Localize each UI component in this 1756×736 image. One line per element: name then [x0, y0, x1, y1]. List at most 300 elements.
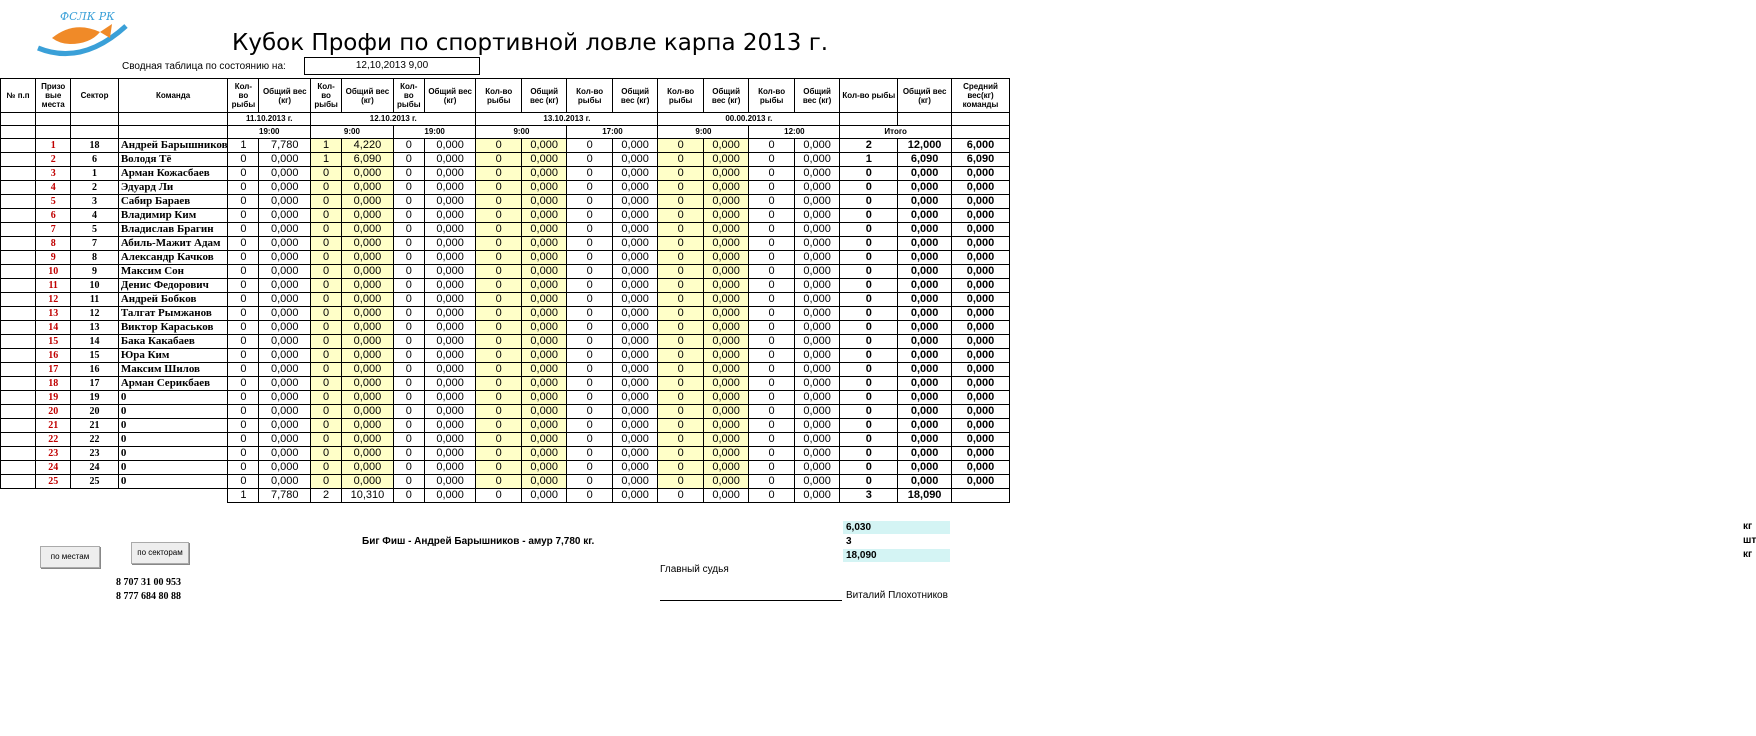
cell-weight: 0,000	[521, 251, 566, 265]
cell-weight: 0,000	[521, 279, 566, 293]
cell-weight: 0,000	[259, 363, 311, 377]
signature-line	[660, 600, 842, 601]
cell-total-count: 0	[840, 405, 898, 419]
cell-team: Денис Федорович	[118, 279, 228, 293]
cell-count: 0	[393, 475, 424, 489]
cell-total-count: 1	[840, 153, 898, 167]
table-row	[1, 405, 1010, 419]
cell-count: 0	[228, 181, 259, 195]
cell-weight: 0,000	[424, 335, 476, 349]
cell-sector: 10	[71, 279, 119, 293]
cell-total-weight: 0,000	[898, 321, 952, 335]
sort-by-places-button[interactable]: по местам	[40, 546, 100, 568]
cell-weight: 0,000	[521, 237, 566, 251]
cell-count: 0	[567, 377, 612, 391]
col-weight: Общий вес (кг)	[612, 79, 657, 113]
cell-weight: 0,000	[612, 475, 657, 489]
time-6: 9:00	[658, 126, 749, 139]
cell-count: 0	[658, 223, 703, 237]
cell-weight: 0,000	[259, 475, 311, 489]
day-1: 11.10.2013 г.	[228, 113, 311, 126]
cell-weight: 0,000	[424, 167, 476, 181]
cell-sector: 13	[71, 321, 119, 335]
cell-team: Бака Какабаев	[118, 335, 228, 349]
cell-avg: 0,000	[951, 363, 1009, 377]
cell-team: Юра Ким	[118, 349, 228, 363]
cell-total-count: 2	[840, 139, 898, 153]
cell-weight: 0,000	[342, 475, 394, 489]
cell-weight: 0,000	[342, 181, 394, 195]
cell-weight: 0,000	[612, 181, 657, 195]
cell-team: Андрей Барышников	[118, 139, 228, 153]
cell-weight: 0,000	[342, 349, 394, 363]
day-3: 13.10.2013 г.	[476, 113, 658, 126]
cell-count: 1	[228, 139, 259, 153]
cell-weight: 0,000	[794, 307, 839, 321]
cell-count: 0	[658, 153, 703, 167]
cell-count: 0	[311, 349, 342, 363]
cell-count: 0	[228, 153, 259, 167]
cell-count: 0	[393, 391, 424, 405]
cell-weight: 0,000	[424, 433, 476, 447]
cell-count: 0	[658, 461, 703, 475]
cell-weight: 0,000	[612, 419, 657, 433]
cell-sector: 15	[71, 349, 119, 363]
cell-total-count: 0	[840, 433, 898, 447]
cell-total-count: 0	[840, 307, 898, 321]
times-row	[1, 126, 1010, 139]
cell-team: 0	[118, 447, 228, 461]
summary-count	[843, 535, 1756, 548]
col-total-count: Кол-во рыбы	[840, 79, 898, 113]
cell-weight: 0,000	[794, 363, 839, 377]
cell-count: 0	[658, 321, 703, 335]
cell-count: 0	[393, 181, 424, 195]
cell-count: 0	[567, 447, 612, 461]
table-row	[1, 349, 1010, 363]
cell-count: 0	[749, 377, 794, 391]
cell-team: Арман Кожасбаев	[118, 167, 228, 181]
cell-count: 0	[393, 377, 424, 391]
cell-weight: 0,000	[424, 475, 476, 489]
cell-avg: 0,000	[951, 391, 1009, 405]
cell-count: 0	[311, 475, 342, 489]
cell-num	[1, 223, 36, 237]
cell-weight: 0,000	[342, 433, 394, 447]
time-4: 9:00	[476, 126, 567, 139]
cell-avg: 0,000	[951, 279, 1009, 293]
col-prize: Призо вые места	[36, 79, 71, 113]
total-label: Итого	[840, 126, 952, 139]
cell-weight: 0,000	[342, 195, 394, 209]
cell-num	[1, 405, 36, 419]
cell-count: 0	[311, 447, 342, 461]
cell-count: 0	[476, 251, 521, 265]
cell-weight: 0,000	[424, 223, 476, 237]
cell-total-count: 0	[840, 279, 898, 293]
cell-weight: 0,000	[612, 391, 657, 405]
cell-weight: 0,000	[259, 335, 311, 349]
cell-weight: 0,000	[794, 167, 839, 181]
cell-weight: 0,000	[521, 209, 566, 223]
cell-total-weight: 0,000	[898, 307, 952, 321]
cell-team: 0	[118, 433, 228, 447]
cell-weight: 0,000	[521, 419, 566, 433]
cell-num	[1, 181, 36, 195]
col-weight: Общий вес (кг)	[794, 79, 839, 113]
cell-count: 0	[749, 209, 794, 223]
cell-weight: 0,000	[342, 321, 394, 335]
cell-team: 0	[118, 461, 228, 475]
cell-weight: 0,000	[703, 265, 748, 279]
cell-team: Виктор Караськов	[118, 321, 228, 335]
cell-weight: 0,000	[259, 223, 311, 237]
cell-total-weight: 0,000	[898, 349, 952, 363]
cell-avg: 0,000	[951, 335, 1009, 349]
cell-count: 0	[749, 349, 794, 363]
cell-count: 0	[228, 237, 259, 251]
cell-count: 0	[393, 349, 424, 363]
cell-total-weight: 0,000	[898, 251, 952, 265]
cell-count: 0	[311, 433, 342, 447]
cell-weight: 0,000	[703, 461, 748, 475]
col-avg: Средний вес(кг) команды	[951, 79, 1009, 113]
cell-weight: 0,000	[521, 223, 566, 237]
cell-total-weight: 0,000	[898, 209, 952, 223]
cell-weight: 0,000	[424, 377, 476, 391]
cell-weight: 0,000	[424, 349, 476, 363]
cell-weight: 0,000	[342, 363, 394, 377]
cell-count: 0	[311, 363, 342, 377]
grand-total-weight: 18,090	[898, 489, 952, 503]
cell-num	[1, 433, 36, 447]
cell-num	[1, 377, 36, 391]
cell-total-count: 0	[840, 167, 898, 181]
cell-avg: 0,000	[951, 251, 1009, 265]
cell-num	[1, 195, 36, 209]
cell-count: 0	[567, 209, 612, 223]
cell-count: 0	[311, 321, 342, 335]
cell-total-count: 0	[840, 419, 898, 433]
cell-count: 0	[476, 293, 521, 307]
cell-team: Андрей Бобков	[118, 293, 228, 307]
cell-count: 0	[567, 475, 612, 489]
cell-count: 0	[228, 475, 259, 489]
cell-count: 0	[311, 461, 342, 475]
cell-count: 0	[311, 223, 342, 237]
cell-weight: 0,000	[794, 237, 839, 251]
cell-team: Максим Шилов	[118, 363, 228, 377]
cell-place: 16	[36, 349, 71, 363]
cell-count: 0	[228, 391, 259, 405]
cell-count: 0	[567, 223, 612, 237]
cell-count: 1	[311, 153, 342, 167]
cell-weight: 0,000	[612, 349, 657, 363]
cell-weight: 0,000	[794, 153, 839, 167]
cell-count: 0	[393, 335, 424, 349]
cell-weight: 0,000	[794, 293, 839, 307]
col-weight: Общий вес (кг)	[703, 79, 748, 113]
cell-sector: 20	[71, 405, 119, 419]
cell-weight: 0,000	[703, 279, 748, 293]
table-row	[1, 419, 1010, 433]
cell-weight: 0,000	[259, 181, 311, 195]
cell-count: 0	[393, 363, 424, 377]
cell-count: 0	[228, 335, 259, 349]
cell-weight: 0,000	[521, 265, 566, 279]
cell-count: 0	[749, 279, 794, 293]
cell-weight: 0,000	[342, 265, 394, 279]
total-weight: 0,000	[794, 489, 839, 503]
cell-weight: 0,000	[424, 293, 476, 307]
cell-count: 0	[476, 447, 521, 461]
cell-avg: 0,000	[951, 181, 1009, 195]
cell-weight: 0,000	[794, 251, 839, 265]
cell-num	[1, 419, 36, 433]
cell-count: 0	[393, 237, 424, 251]
cell-count: 0	[658, 349, 703, 363]
results-table	[0, 78, 1010, 503]
cell-total-weight: 0,000	[898, 223, 952, 237]
cell-num	[1, 363, 36, 377]
cell-weight: 0,000	[259, 433, 311, 447]
cell-weight: 0,000	[342, 279, 394, 293]
cell-sector: 22	[71, 433, 119, 447]
cell-weight: 0,000	[424, 461, 476, 475]
total-weight: 0,000	[521, 489, 566, 503]
cell-avg: 0,000	[951, 195, 1009, 209]
sort-by-sectors-button[interactable]: по секторам	[131, 542, 189, 564]
cell-avg: 0,000	[951, 209, 1009, 223]
cell-count: 1	[311, 139, 342, 153]
cell-weight: 7,780	[259, 139, 311, 153]
cell-count: 0	[393, 461, 424, 475]
cell-count: 0	[393, 251, 424, 265]
cell-weight: 0,000	[703, 447, 748, 461]
cell-avg: 0,000	[951, 447, 1009, 461]
cell-num	[1, 265, 36, 279]
cell-total-count: 0	[840, 349, 898, 363]
cell-num	[1, 447, 36, 461]
cell-weight: 0,000	[612, 223, 657, 237]
header-row	[1, 79, 1010, 113]
cell-weight: 0,000	[521, 181, 566, 195]
cell-place: 3	[36, 167, 71, 181]
table-row	[1, 139, 1010, 153]
cell-count: 0	[476, 139, 521, 153]
col-count: Кол-во рыбы	[476, 79, 521, 113]
cell-count: 0	[567, 335, 612, 349]
cell-count: 0	[228, 321, 259, 335]
cell-weight: 0,000	[612, 265, 657, 279]
cell-weight: 0,000	[794, 223, 839, 237]
cell-sector: 12	[71, 307, 119, 321]
cell-count: 0	[228, 363, 259, 377]
cell-weight: 0,000	[342, 461, 394, 475]
cell-count: 0	[476, 209, 521, 223]
cell-weight: 0,000	[612, 139, 657, 153]
cell-place: 19	[36, 391, 71, 405]
col-count: Кол-во рыбы	[749, 79, 794, 113]
cell-weight: 0,000	[703, 321, 748, 335]
cell-count: 0	[476, 475, 521, 489]
cell-count: 0	[658, 307, 703, 321]
cell-count: 0	[749, 461, 794, 475]
cell-sector: 21	[71, 419, 119, 433]
table-row	[1, 447, 1010, 461]
cell-count: 0	[749, 321, 794, 335]
cell-avg: 0,000	[951, 461, 1009, 475]
cell-sector: 8	[71, 251, 119, 265]
cell-weight: 0,000	[521, 391, 566, 405]
cell-weight: 0,000	[259, 419, 311, 433]
cell-count: 0	[658, 293, 703, 307]
cell-weight: 0,000	[612, 461, 657, 475]
cell-count: 0	[311, 419, 342, 433]
cell-weight: 0,000	[612, 279, 657, 293]
cell-weight: 0,000	[794, 349, 839, 363]
cell-weight: 0,000	[259, 209, 311, 223]
cell-weight: 0,000	[259, 195, 311, 209]
cell-count: 0	[228, 279, 259, 293]
cell-count: 0	[228, 419, 259, 433]
cell-total-count: 0	[840, 223, 898, 237]
cell-num	[1, 461, 36, 475]
cell-weight: 0,000	[794, 377, 839, 391]
table-row	[1, 475, 1010, 489]
judge-name: Виталий Плохотников	[846, 590, 948, 601]
total-count: 0	[658, 489, 703, 503]
cell-total-count: 0	[840, 475, 898, 489]
cell-count: 0	[658, 363, 703, 377]
cell-count: 0	[749, 475, 794, 489]
cell-count: 0	[658, 251, 703, 265]
cell-weight: 0,000	[259, 167, 311, 181]
col-count: Кол-во рыбы	[311, 79, 342, 113]
cell-weight: 0,000	[703, 153, 748, 167]
cell-count: 0	[476, 405, 521, 419]
cell-team: Сабир Бараев	[118, 195, 228, 209]
table-row	[1, 153, 1010, 167]
cell-weight: 0,000	[703, 195, 748, 209]
cell-weight: 0,000	[703, 181, 748, 195]
cell-count: 0	[228, 377, 259, 391]
table-row	[1, 391, 1010, 405]
cell-count: 0	[393, 447, 424, 461]
cell-count: 0	[311, 195, 342, 209]
cell-weight: 0,000	[521, 307, 566, 321]
cell-weight: 0,000	[521, 195, 566, 209]
cell-weight: 0,000	[703, 433, 748, 447]
cell-weight: 0,000	[612, 251, 657, 265]
cell-count: 0	[567, 167, 612, 181]
cell-count: 0	[749, 251, 794, 265]
cell-team: Эдуард Ли	[118, 181, 228, 195]
cell-count: 0	[749, 195, 794, 209]
cell-num	[1, 167, 36, 181]
cell-place: 11	[36, 279, 71, 293]
cell-num	[1, 237, 36, 251]
cell-weight: 6,090	[342, 153, 394, 167]
cell-weight: 0,000	[612, 195, 657, 209]
cell-weight: 0,000	[612, 209, 657, 223]
cell-avg: 0,000	[951, 167, 1009, 181]
cell-weight: 0,000	[342, 335, 394, 349]
cell-total-weight: 0,000	[898, 181, 952, 195]
col-weight: Общий вес (кг)	[521, 79, 566, 113]
cell-total-weight: 0,000	[898, 167, 952, 181]
cell-place: 13	[36, 307, 71, 321]
cell-weight: 0,000	[424, 237, 476, 251]
table-row	[1, 335, 1010, 349]
cell-count: 0	[749, 167, 794, 181]
page-title: Кубок Профи по спортивной ловле карпа 2013 г.	[232, 30, 829, 56]
col-total-weight: Общий вес (кг)	[898, 79, 952, 113]
cell-avg: 6,090	[951, 153, 1009, 167]
cell-sector: 4	[71, 209, 119, 223]
cell-weight: 0,000	[424, 195, 476, 209]
cell-total-count: 0	[840, 391, 898, 405]
col-count: Кол-во рыбы	[393, 79, 424, 113]
cell-total-count: 0	[840, 321, 898, 335]
cell-count: 0	[476, 223, 521, 237]
col-weight: Общий вес (кг)	[424, 79, 476, 113]
cell-count: 0	[749, 181, 794, 195]
cell-count: 0	[658, 181, 703, 195]
cell-count: 0	[567, 433, 612, 447]
cell-count: 0	[658, 237, 703, 251]
cell-count: 0	[749, 447, 794, 461]
cell-weight: 0,000	[521, 293, 566, 307]
cell-count: 0	[658, 335, 703, 349]
cell-weight: 0,000	[794, 139, 839, 153]
cell-total-weight: 0,000	[898, 293, 952, 307]
days-row	[1, 113, 1010, 126]
cell-count: 0	[476, 181, 521, 195]
summary-count-unit: шт	[1743, 535, 1756, 546]
cell-count: 0	[658, 447, 703, 461]
cell-place: 2	[36, 153, 71, 167]
cell-num	[1, 475, 36, 489]
cell-sector: 9	[71, 265, 119, 279]
cell-weight: 0,000	[424, 279, 476, 293]
cell-sector: 23	[71, 447, 119, 461]
cell-count: 0	[658, 139, 703, 153]
cell-count: 0	[311, 335, 342, 349]
cell-weight: 0,000	[794, 405, 839, 419]
cell-count: 0	[476, 195, 521, 209]
cell-place: 14	[36, 321, 71, 335]
cell-total-count: 0	[840, 181, 898, 195]
cell-count: 0	[228, 265, 259, 279]
cell-team: Талгат Рымжанов	[118, 307, 228, 321]
table-row	[1, 433, 1010, 447]
cell-count: 0	[476, 461, 521, 475]
col-num: № п.п	[1, 79, 36, 113]
cell-total-count: 0	[840, 447, 898, 461]
cell-count: 0	[658, 167, 703, 181]
cell-total-count: 0	[840, 293, 898, 307]
cell-count: 0	[567, 181, 612, 195]
cell-weight: 0,000	[424, 181, 476, 195]
cell-weight: 0,000	[703, 377, 748, 391]
cell-sector: 16	[71, 363, 119, 377]
cell-weight: 0,000	[342, 405, 394, 419]
cell-place: 18	[36, 377, 71, 391]
cell-avg: 0,000	[951, 377, 1009, 391]
cell-count: 0	[311, 181, 342, 195]
cell-count: 0	[567, 265, 612, 279]
